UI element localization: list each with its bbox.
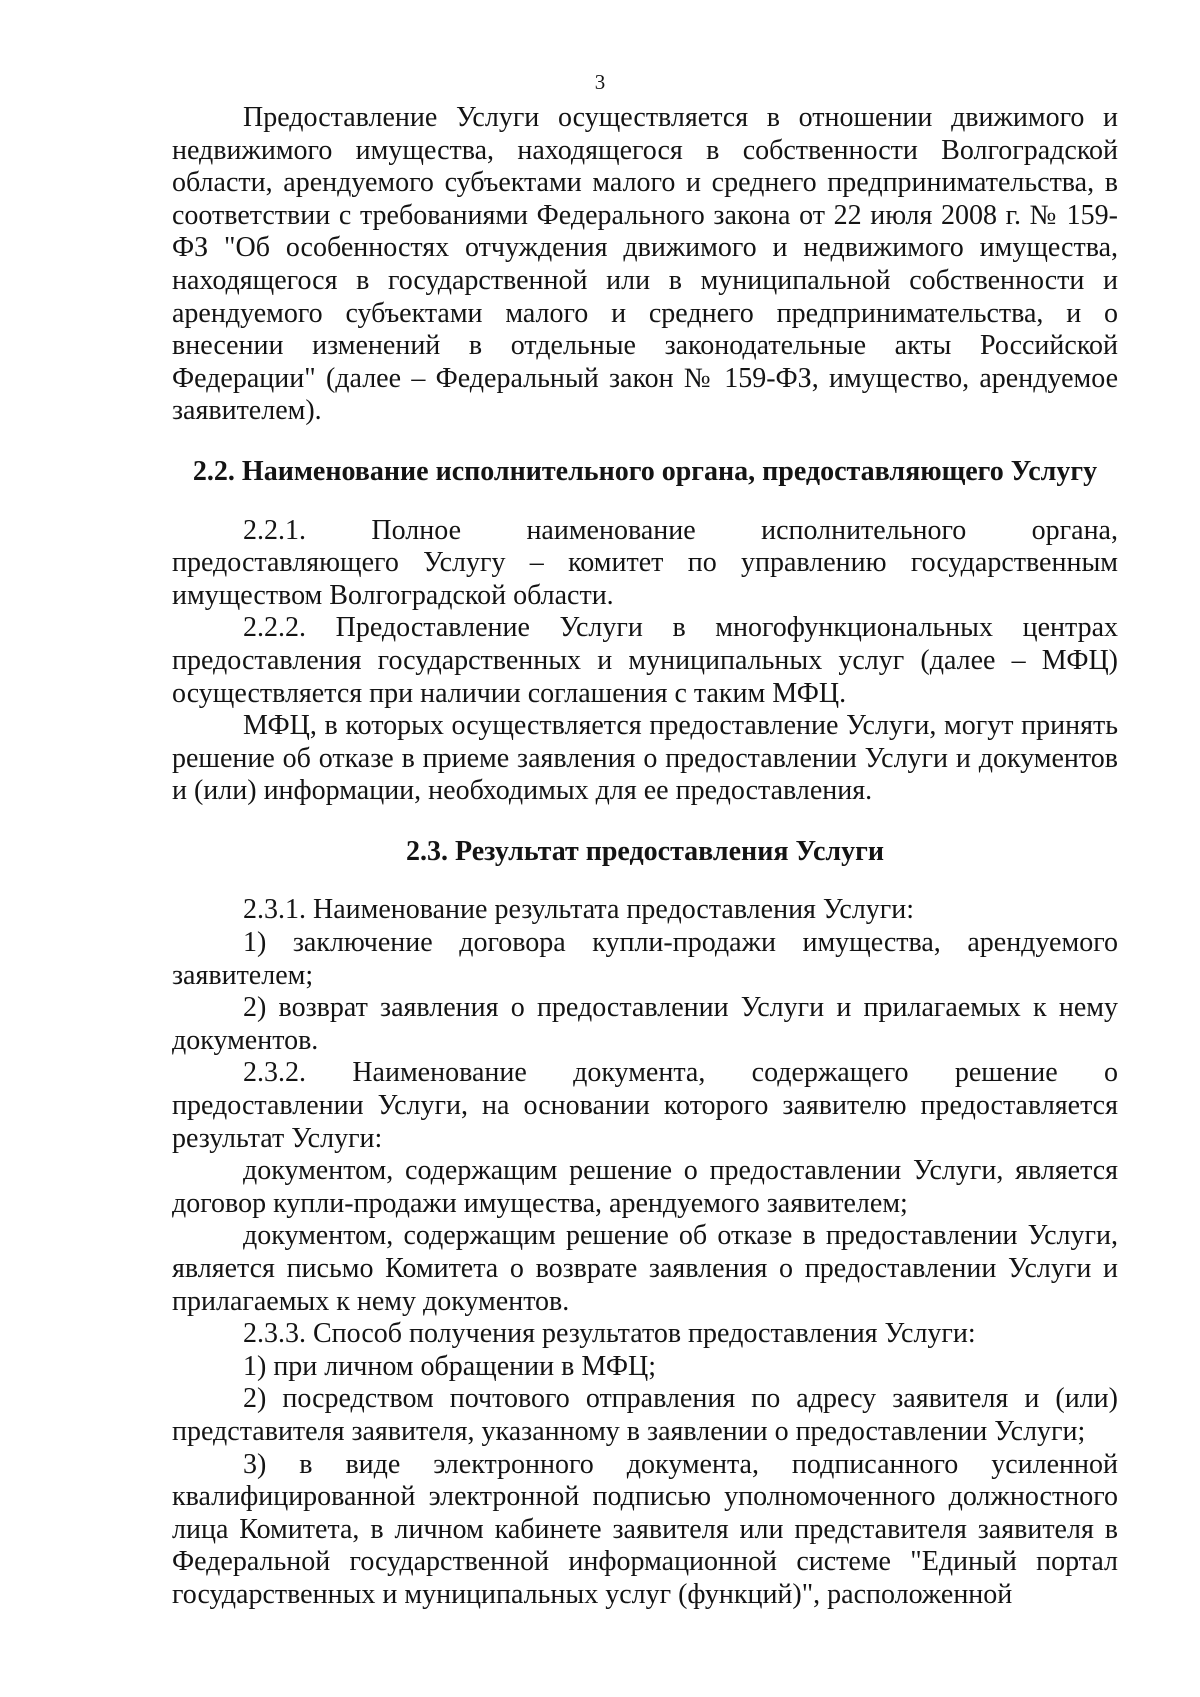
paragraph-2-2-2: 2.2.2. Предоставление Услуги в многофункциональных центрах предоставления государственных и муниципальных услуг (далее – МФЦ) осуществляется при наличии соглашения с таким МФЦ. [172,612,1118,709]
intro-paragraph: Предоставление Услуги осуществляется в отношении движимого и недвижимого имущества, находящегося в собственности Волгоградской области, арендуемого субъектами малого и среднего предпринимательства, в соответствии с требованиями Федерального закона от 22 июля 2008 г. № 159-ФЗ "Об особенностях отчуждения движимого и недвижимого имущества, находящегося в государственной или в муниципальной собственности и арендуемого субъектами малого и среднего предпринимательства, и о внесении изменений в отдельные законодательные акты Российской Федерации" (далее – Федеральный закон № 159-ФЗ, имущество, арендуемое заявителем). [172,102,1118,427]
paragraph-negative-decision: документом, содержащим решение об отказе в предоставлении Услуги, является письмо Комитета о возврате заявления о предоставлении Услуги и прилагаемых к нему документов. [172,1220,1118,1317]
paragraph-mfc-refusal: МФЦ, в которых осуществляется предоставление Услуги, могут принять решение об отказе в приеме заявления о предоставлении Услуги и документов и (или) информации, необходимых для ее предоставления. [172,710,1118,807]
list-item-method-3: 3) в виде электронного документа, подписанного усиленной квалифицированной электронной подписью уполномоченного должностного лица Комитета, в личном кабинете заявителя или представителя заявителя в Федеральной государственной информационной системе "Единый портал государственных и муниципальных услуг (функций)", расположенной [172,1448,1118,1610]
paragraph-positive-decision: документом, содержащим решение о предоставлении Услуги, является договор купли-продажи имущества, арендуемого заявителем; [172,1155,1118,1219]
document-body [172,102,1118,1612]
paragraph-2-3-3: 2.3.3. Способ получения результатов предоставления Услуги: [243,1318,976,1350]
paragraph-2-3-2: 2.3.2. Наименование документа, содержащего решение о предоставлении Услуги, на основании которого заявителю предоставляется результат Услуги: [172,1057,1118,1154]
section-heading-2-3: 2.3. Результат предоставления Услуги [406,835,884,867]
paragraph-2-2-1: 2.2.1. Полное наименование исполнительного органа, предоставляющего Услугу – комитет по управлению государственным имуществом Волгоградской области. [172,514,1118,611]
list-item-result-1: 1) заключение договора купли-продажи имущества, арендуемого заявителем; [172,927,1118,991]
paragraph-2-3-1: 2.3.1. Наименование результата предоставления Услуги: [243,894,915,926]
list-item-method-1: 1) при личном обращении в МФЦ; [243,1350,656,1382]
page-number: 3 [594,70,606,94]
section-heading-2-2: 2.2. Наименование исполнительного органа, предоставляющего Услугу [192,455,1098,487]
list-item-result-2: 2) возврат заявления о предоставлении Услуги и прилагаемых к нему документов. [172,992,1118,1056]
list-item-method-2: 2) посредством почтового отправления по адресу заявителя и (или) представителя заявителя, указанному в заявлении о предоставлении Услуги; [172,1383,1118,1447]
